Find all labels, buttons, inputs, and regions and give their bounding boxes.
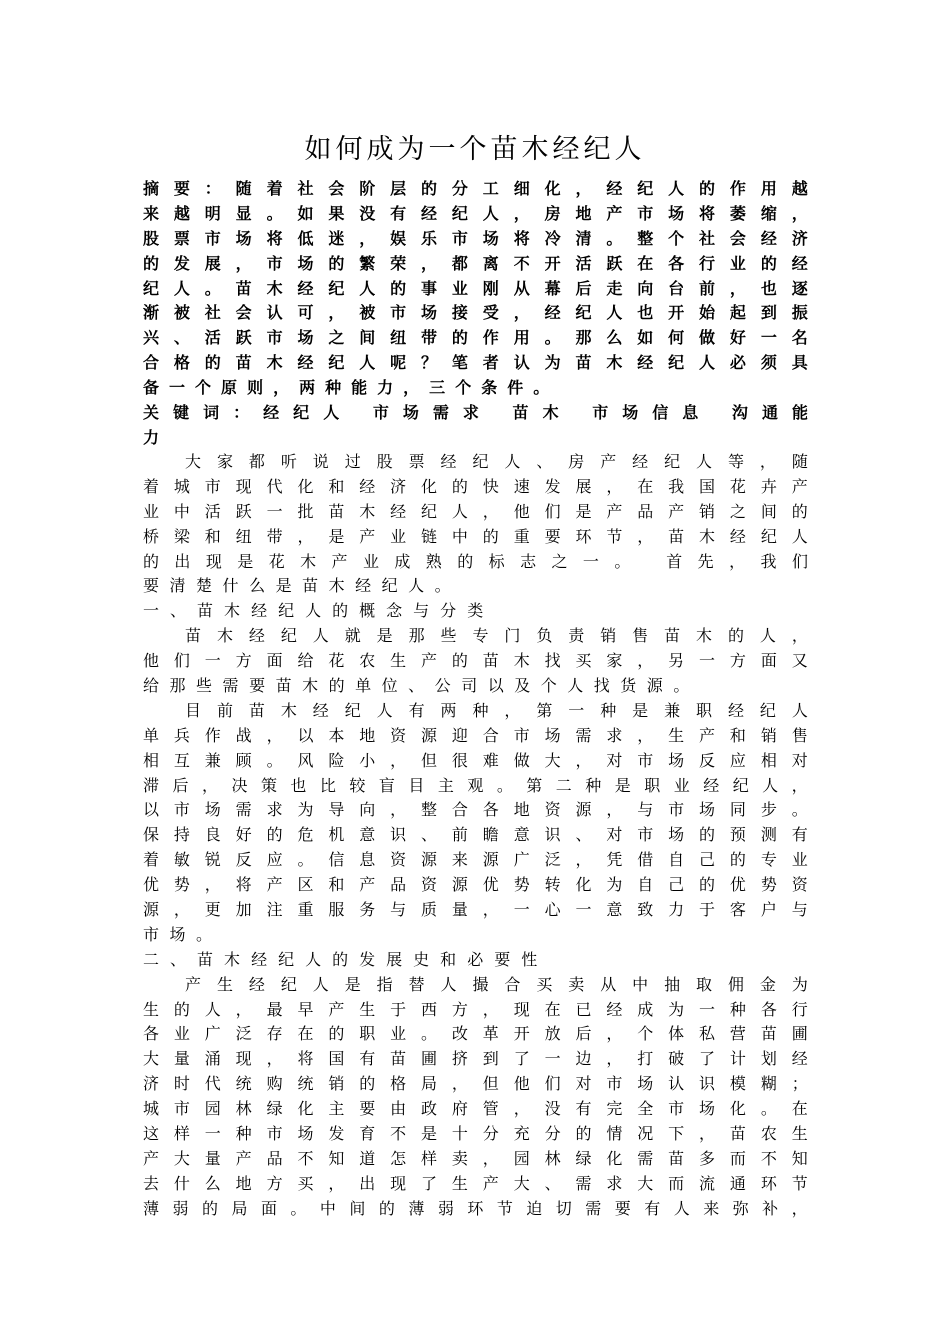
section-heading: 二 、 苗 木 经 纪 人 的 发 展 史 和 必 要 性 bbox=[143, 949, 538, 969]
abstract-line: 渐 被 社 会 认 可 ， 被 市 场 接 受 ， 经 纪 人 也 开 始 起 到 振 bbox=[143, 303, 808, 323]
body-line: 业 中 活 跃 一 批 苗 木 经 纪 人 ， 他 们 是 产 品 产 销 之 间 的 bbox=[143, 501, 808, 521]
abstract-line: 的 发 展 ， 市 场 的 繁 荣 ， 都 离 不 开 活 跃 在 各 行 业 的 经 bbox=[143, 253, 808, 273]
body-line: 保 持 良 好 的 危 机 意 识 、 前 瞻 意 识 、 对 市 场 的 预 测 有 bbox=[143, 825, 808, 845]
body-line: 着 敏 锐 反 应 。 信 息 资 源 来 源 广 泛 ， 凭 借 自 己 的 专 业 bbox=[143, 850, 808, 870]
body-line: 产 生 经 纪 人 是 指 替 人 撮 合 买 卖 从 中 抽 取 佣 金 为 bbox=[185, 974, 808, 994]
body-line: 源 ， 更 加 注 重 服 务 与 质 量 ， 一 心 一 意 致 力 于 客 户 与 bbox=[143, 899, 808, 919]
body-line: 城 市 园 林 绿 化 主 要 由 政 府 管 ， 没 有 完 全 市 场 化 。 在 bbox=[143, 1099, 808, 1119]
abstract-line: 股 票 市 场 将 低 迷 ， 娱 乐 市 场 将 冷 清 。 整 个 社 会 经 济 bbox=[143, 228, 808, 248]
body-line: 单 兵 作 战 ， 以 本 地 资 源 迎 合 市 场 需 求 ， 生 产 和 销 售 bbox=[143, 725, 808, 745]
body-line: 济 时 代 统 购 统 销 的 格 局 ， 但 他 们 对 市 场 认 识 模 糊 ； bbox=[143, 1074, 808, 1094]
page-title: 如何成为一个苗木经纪人 bbox=[304, 134, 646, 165]
abstract-line: 纪 人 。 苗 木 经 纪 人 的 事 业 刚 从 幕 后 走 向 台 前 ， 也 逐 bbox=[143, 278, 808, 298]
body-line: 各 业 广 泛 存 在 的 职 业 。 改 革 开 放 后 ， 个 体 私 营 苗 圃 bbox=[143, 1024, 808, 1044]
body-line: 以 市 场 需 求 为 导 向 ， 整 合 各 地 资 源 ， 与 市 场 同 步 。 bbox=[143, 800, 808, 820]
keywords-line: 力 bbox=[143, 427, 160, 447]
body-line: 大 家 都 听 说 过 股 票 经 纪 人 、 房 产 经 纪 人 等 ， 随 bbox=[185, 451, 808, 471]
abstract-line: 来 越 明 显 。 如 果 没 有 经 纪 人 ， 房 地 产 市 场 将 萎 缩 ， bbox=[143, 203, 808, 223]
body-line: 苗 木 经 纪 人 就 是 那 些 专 门 负 责 销 售 苗 木 的 人 ， bbox=[185, 626, 808, 646]
body-line: 给 那 些 需 要 苗 木 的 单 位 、 公 司 以 及 个 人 找 货 源 。 bbox=[143, 675, 690, 695]
abstract-line: 摘 要 ： 随 着 社 会 阶 层 的 分 工 细 化 ， 经 纪 人 的 作 用 越 bbox=[143, 178, 808, 198]
body-line: 这 样 一 种 市 场 发 育 不 是 十 分 充 分 的 情 况 下 ， 苗 农 生 bbox=[143, 1123, 808, 1143]
body-line: 产 大 量 产 品 不 知 道 怎 样 卖 ， 园 林 绿 化 需 苗 多 而 不 知 bbox=[143, 1148, 808, 1168]
body-line: 生 的 人 ， 最 早 产 生 于 西 方 ， 现 在 已 经 成 为 一 种 各 行 bbox=[143, 999, 808, 1019]
body-line: 薄 弱 的 局 面 。 中 间 的 薄 弱 环 节 迫 切 需 要 有 人 来 弥 补 ， bbox=[143, 1198, 808, 1218]
body-line: 桥 梁 和 纽 带 ， 是 产 业 链 中 的 重 要 环 节 ， 苗 木 经 纪 人 bbox=[143, 526, 808, 546]
body-line: 市 场 。 bbox=[143, 924, 213, 944]
body-line: 大 量 涌 现 ， 将 国 有 苗 圃 挤 到 了 一 边 ， 打 破 了 计 划 经 bbox=[143, 1049, 808, 1069]
body-text bbox=[143, 448, 808, 1220]
section-heading: 一 、 苗 木 经 纪 人 的 概 念 与 分 类 bbox=[143, 601, 484, 621]
abstract-section bbox=[143, 175, 808, 449]
body-line: 要 清 楚 什 么 是 苗 木 经 纪 人 。 bbox=[143, 576, 451, 596]
abstract-line: 备 一 个 原 则 ， 两 种 能 力 ， 三 个 条 件 。 bbox=[143, 378, 550, 398]
abstract-line: 兴 、 活 跃 市 场 之 间 纽 带 的 作 用 。 那 么 如 何 做 好 一 名 bbox=[143, 328, 808, 348]
body-line: 优 势 ， 将 产 区 和 产 品 资 源 优 势 转 化 为 自 己 的 优 势 资 bbox=[143, 875, 808, 895]
keywords-line: 关 键 词 ： 经 纪 人 市 场 需 求 苗 木 市 场 信 息 沟 通 能 bbox=[143, 402, 808, 422]
abstract-line: 合 格 的 苗 木 经 纪 人 呢 ？ 笔 者 认 为 苗 木 经 纪 人 必 须 具 bbox=[143, 353, 808, 373]
body-line: 着 城 市 现 代 化 和 经 济 化 的 快 速 发 展 ， 在 我 国 花 卉 产 bbox=[143, 476, 808, 496]
body-line: 相 互 兼 顾 。 风 险 小 ， 但 很 难 做 大 ， 对 市 场 反 应 相 对 bbox=[143, 750, 808, 770]
body-line: 去 什 么 地 方 买 ， 出 现 了 生 产 大 、 需 求 大 而 流 通 环 节 bbox=[143, 1173, 808, 1193]
body-line: 他 们 一 方 面 给 花 农 生 产 的 苗 木 找 买 家 ， 另 一 方 面 又 bbox=[143, 651, 808, 671]
body-line: 目 前 苗 木 经 纪 人 有 两 种 ， 第 一 种 是 兼 职 经 纪 人 bbox=[185, 700, 808, 720]
body-line: 滞 后 ， 决 策 也 比 较 盲 目 主 观 。 第 二 种 是 职 业 经 纪 人 ， bbox=[143, 775, 808, 795]
body-line: 的 出 现 是 花 木 产 业 成 熟 的 标 志 之 一 。 首 先 ， 我 们 bbox=[143, 551, 808, 571]
